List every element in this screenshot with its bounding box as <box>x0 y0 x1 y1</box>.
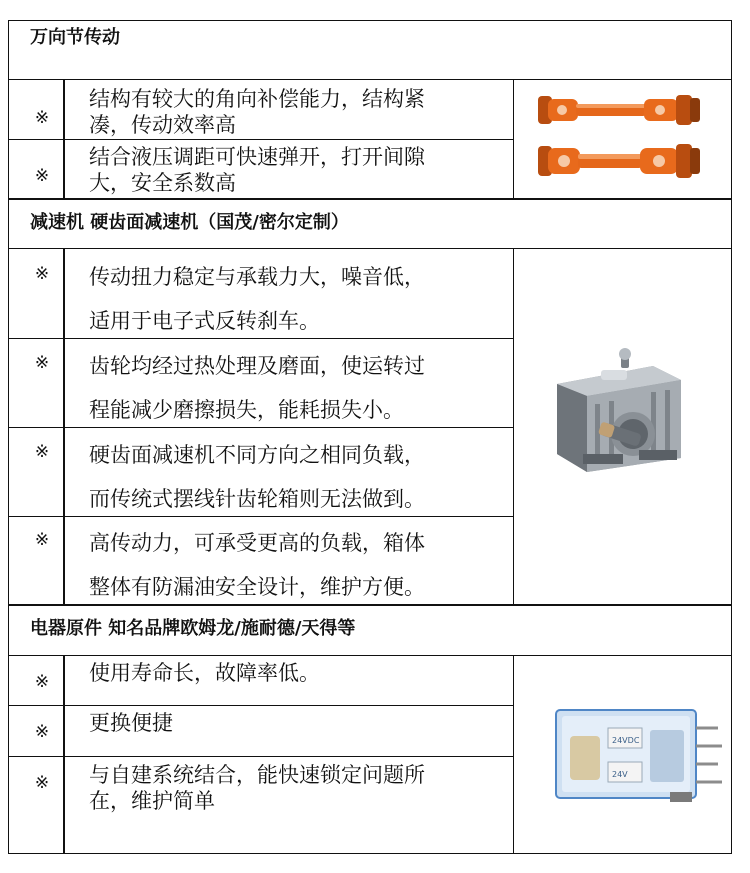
grid-line <box>8 705 513 706</box>
grid-line <box>63 79 65 199</box>
bullet-marker: ※ <box>34 353 50 373</box>
bullet-marker: ※ <box>34 264 50 284</box>
section-heading-electrical-components: 电器原件 知名品牌欧姆龙/施耐德/天得等 <box>30 618 356 639</box>
feature-text: 更换便捷 <box>89 711 173 735</box>
feature-text: 硬齿面减速机不同方向之相同负载， <box>89 443 425 467</box>
grid-line <box>731 20 732 854</box>
grid-line <box>8 427 513 428</box>
bullet-marker: ※ <box>34 773 50 793</box>
section-heading-gear-reducer: 减速机 硬齿面减速机（国茂/密尔定制） <box>30 212 349 233</box>
feature-text: 与自建系统结合，能快速锁定问题所 <box>89 763 425 787</box>
grid-line <box>8 79 732 80</box>
grid-line <box>513 655 514 854</box>
section-heading-universal-joint: 万向节传动 <box>30 27 120 48</box>
bullet-marker: ※ <box>34 672 50 692</box>
feature-text: 结合液压调距可快速弹开，打开间隙 <box>89 145 425 169</box>
feature-text: 传动扭力稳定与承载力大，噪音低， <box>89 265 425 289</box>
grid-line <box>8 655 732 656</box>
bullet-marker: ※ <box>34 442 50 462</box>
universal-joint-shaft-image <box>532 86 712 190</box>
grid-line <box>513 248 514 605</box>
grid-line <box>8 756 513 757</box>
feature-text: 齿轮均经过热处理及磨面，使运转过 <box>89 354 425 378</box>
feature-text: 高传动力，可承受更高的负载，箱体 <box>89 531 425 555</box>
grid-line <box>8 139 513 140</box>
feature-text: 而传统式摆线针齿轮箱则无法做到。 <box>89 487 425 511</box>
bullet-marker: ※ <box>34 530 50 550</box>
grid-line <box>8 248 732 249</box>
grid-line <box>8 338 513 339</box>
feature-text: 适用于电子式反转刹车。 <box>89 309 320 333</box>
gear-reducer-image <box>543 346 693 476</box>
shaft-upper <box>538 95 700 125</box>
grid-line <box>63 248 65 605</box>
feature-text: 程能减少磨擦损失，能耗损失小。 <box>89 398 404 422</box>
grid-line <box>8 20 732 21</box>
relay-label-bottom: 24V <box>612 770 628 779</box>
bullet-marker: ※ <box>34 166 50 186</box>
grid-line <box>8 516 513 517</box>
relay-image <box>552 706 728 806</box>
grid-line <box>513 79 514 199</box>
shaft-lower <box>538 144 700 178</box>
feature-text: 整体有防漏油安全设计，维护方便。 <box>89 575 425 599</box>
grid-line <box>63 655 65 854</box>
bullet-marker: ※ <box>34 108 50 128</box>
feature-text: 使用寿命长，故障率低。 <box>89 661 320 685</box>
bullet-marker: ※ <box>34 722 50 742</box>
feature-text: 凑，传动效率高 <box>89 113 236 137</box>
feature-text: 结构有较大的角向补偿能力，结构紧 <box>89 87 425 111</box>
feature-text: 大，安全系数高 <box>89 171 236 195</box>
grid-line <box>8 20 9 854</box>
grid-line <box>8 604 732 606</box>
relay-label-top: 24VDC <box>612 736 640 745</box>
feature-text: 在，维护简单 <box>89 789 215 813</box>
grid-line <box>8 853 732 854</box>
grid-line <box>8 198 732 200</box>
